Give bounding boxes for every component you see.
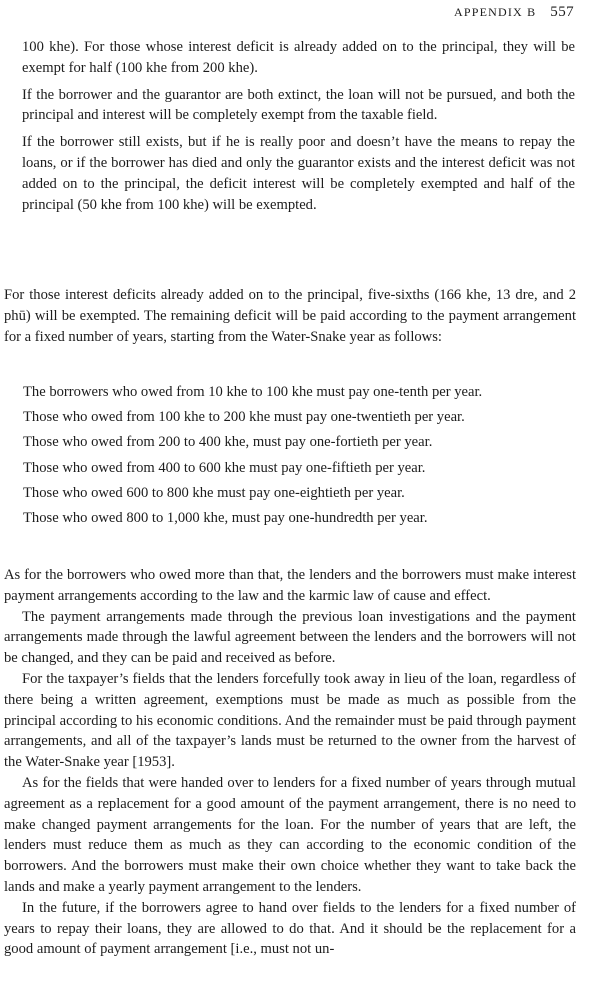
quote-paragraph: If the borrower still exists, but if he is really poor and doesn’t have the means to repay the loans, or if the borrower has died and only the guarantor exists and the interest deficit was not added on to the principal, the deficit interest will be completely exempted and half of the principal (50 khe from 100 khe) will be exempted. (22, 134, 575, 213)
schedule-item: Those who owed from 200 to 400 khe, must pay one-fortieth per year. (23, 434, 433, 451)
quote-paragraph: If the borrower and the guarantor are both extinct, the loan will not be pursued, and both the principal and interest will be completely exempt from the taxable field. (22, 86, 575, 124)
quote-paragraph: 100 khe). For those whose interest deficit is already added on to the principal, they will be exempt for half (100 khe from 200 khe). (22, 39, 575, 76)
payment-schedule-list (23, 382, 583, 533)
quoted-block (22, 37, 575, 221)
body-paragraph: For the taxpayer’s fields that the lenders forcefully took away in lieu of the loan, regardless of there being a written agreement, exemptions must be made as much as possible from the principal according to his economic conditions. And the remainder must be paid through payment arrangements, and all of the taxpayer’s lands must be returned to the owner from the harvest of the Water-Snake year [1953]. (4, 670, 576, 771)
intro-paragraph: For those interest deficits already added on to the principal, five-sixths (166 khe, 13 dre, and 2 phū) will be exempted. The remaining deficit will be paid according to the payment arrangement for a fixed number of years, starting from the Water-Snake year as follows: (4, 287, 576, 345)
running-head (454, 4, 574, 21)
intro-paragraph-block (4, 285, 576, 347)
body-paragraph: The payment arrangements made through the previous loan investigations and the payment arrangements made through the lawful agreement between the lenders and the borrowers will not be changed, and they can be paid and received as before. (4, 608, 576, 667)
body-paragraph: In the future, if the borrowers agree to hand over fields to the lenders for a fixed number of years to repay their loans, they are allowed to do that. And it should be the replacement for a good amount of payment arrangement [i.e., must not un- (4, 899, 576, 958)
body-paragraph: As for the borrowers who owed more than that, the lenders and the borrowers must make interest payment arrangements according to the law and the karmic law of cause and effect. (4, 567, 576, 604)
schedule-item: Those who owed from 400 to 600 khe must pay one-fiftieth per year. (23, 459, 426, 476)
main-body (4, 565, 576, 960)
running-head-label: APPENDIX B (453, 5, 537, 19)
page-number: 557 (550, 4, 574, 20)
schedule-item: Those who owed 600 to 800 khe must pay one-eightieth per year. (23, 484, 405, 501)
schedule-item: Those who owed 800 to 1,000 khe, must pay one-hundredth per year. (23, 509, 428, 526)
body-paragraph: As for the fields that were handed over to lenders for a fixed number of years through mutual agreement as a replacement for a good amount of the payment arrangement, there is no need to make changed payment arrangements for the loan. For the number of years that are left, the lenders must reduce them as much as they can according to the economic condition of the borrowers. And the borrowers must make their own choice whether they want to take back the lands and make a yearly payment arrangement to the lenders. (4, 774, 576, 895)
schedule-item: Those who owed from 100 khe to 200 khe must pay one-twentieth per year. (23, 409, 465, 426)
schedule-item: The borrowers who owed from 10 khe to 100 khe must pay one-tenth per year. (23, 384, 483, 400)
